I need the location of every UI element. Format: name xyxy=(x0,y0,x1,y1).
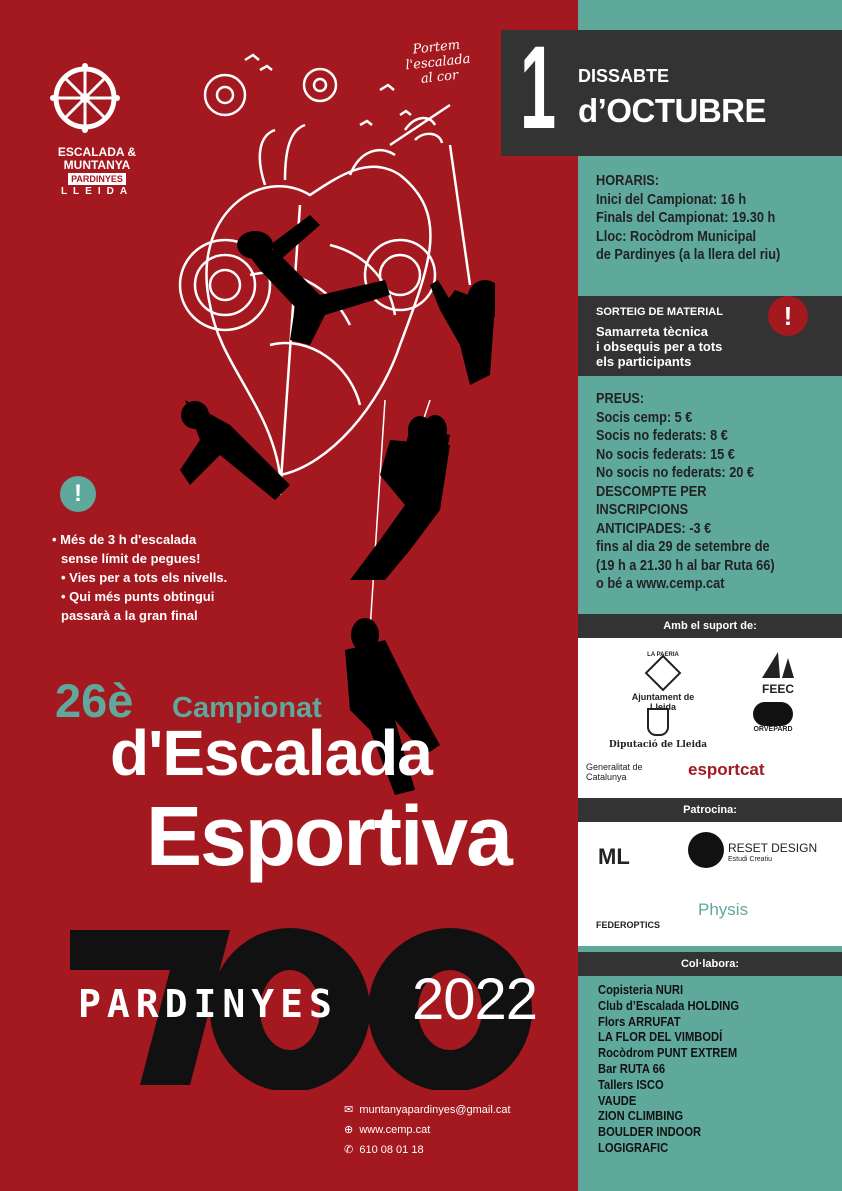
collab-item: Flors ARRUFAT xyxy=(598,1013,681,1029)
contact-email-row[interactable]: ✉ muntanyapardinyes@gmail.cat xyxy=(344,1104,511,1116)
esportcat-logo: esportcat xyxy=(688,760,765,779)
date-month: d’OCTUBRE xyxy=(578,92,766,129)
date-day: 1 xyxy=(520,22,557,154)
banner-word: PARDINYES xyxy=(78,982,338,1026)
feature-line: • Més de 3 h d'escalada xyxy=(52,532,197,547)
collab-item: BOULDER INDOOR xyxy=(598,1124,702,1140)
title-line2: d'Escalada xyxy=(110,717,432,789)
collab-item: ZION CLIMBING xyxy=(598,1108,684,1124)
raffle-title: SORTEIG DE MATERIAL xyxy=(596,306,723,318)
collab-list xyxy=(598,982,804,1156)
feature-alert-icon: ! xyxy=(60,476,96,512)
feec-logo: FEEC xyxy=(748,650,808,696)
feature-list xyxy=(52,530,282,625)
collab-item: VAUDE xyxy=(598,1092,637,1108)
mail-icon: ✉ xyxy=(344,1104,354,1116)
diputacio-logo: Diputació de Lleida xyxy=(598,708,718,750)
raffle-text: Samarreta tècnica i obsequis per a tots els participants xyxy=(596,324,723,369)
phone-icon: ✆ xyxy=(344,1144,354,1156)
club-logo-text: ESCALADA & MUNTANYA PARDINYES LLEIDA xyxy=(57,145,137,197)
feature-line: • Qui més punts obtingui xyxy=(61,589,215,604)
raffle-alert-icon: ! xyxy=(768,296,808,336)
slogan: Portem l'escalada al cor xyxy=(404,37,472,87)
collab-item: LOGIGRAFIC xyxy=(598,1139,669,1155)
ml-logo: ML xyxy=(598,844,630,869)
paeria-logo: LA PAERIA Ajuntament de Lleida xyxy=(631,652,695,712)
schedule-block: HORARIS: Inici del Campionat: 16 h Finals del Campionat: 19.30 h Lloc: Rocòdrom Municipal de Pardinyes (a la llera del riu) xyxy=(596,172,781,263)
title-word: Campionat xyxy=(172,692,322,724)
prices-block: PREUS: Socis cemp: 5 € Socis no federats: 8 € No socis federats: 15 € No socis no federats: 20 € DESCOMPTE PER INSCRIPCIONS ANTICIPADES: -3 € fins al dia 29 de setembre de (19 h a 21.30 h al bar Ruta 66) o bé a www.cemp.cat xyxy=(596,390,775,592)
banner-year: 2022 xyxy=(412,967,538,1032)
collab-item: LA FLOR DEL VIMBODÍ xyxy=(598,1029,723,1045)
contact-web-row[interactable]: ⊕ www.cemp.cat xyxy=(344,1124,431,1136)
date-weekday: DISSABTE xyxy=(578,66,670,86)
collab-item: Tallers ISCO xyxy=(598,1076,664,1092)
physis-logo: Physis xyxy=(698,900,749,919)
contact-block xyxy=(344,1100,574,1160)
feature-line: sense límit de pegues! xyxy=(61,551,201,566)
orvepard-logo: ORVEPARD xyxy=(738,702,808,733)
generalitat-logo: Generalitat de Catalunya xyxy=(586,762,643,782)
title-number: 26è xyxy=(55,674,134,727)
collab-item: Bar RUTA 66 xyxy=(598,1060,666,1076)
collab-item: Club d’Escalada HOLDING xyxy=(598,997,740,1013)
reset-design-text: RESET DESIGN Estudi Creatiu xyxy=(728,841,818,863)
support-label: Amb el suport de: xyxy=(578,614,842,638)
contact-phone-row[interactable]: ✆ 610 08 01 18 xyxy=(344,1144,424,1156)
globe-icon: ⊕ xyxy=(344,1124,354,1136)
title-line3: Esportiva xyxy=(146,789,511,883)
collab-item: Rocòdrom PUNT EXTREM xyxy=(598,1045,738,1061)
club-logo-wheel-icon xyxy=(50,58,120,138)
collab-label: Col·labora: xyxy=(578,952,842,976)
feature-line: passarà a la gran final xyxy=(61,608,198,623)
sponsor-label: Patrocina: xyxy=(578,798,842,822)
collab-item: Copisteria NURI xyxy=(598,982,684,997)
federoptics-logo: FEDEROPTICS xyxy=(596,920,661,930)
feature-line: • Vies per a tots els nivells. xyxy=(61,570,228,585)
support-logos-area xyxy=(578,638,842,798)
sponsor-logos-area xyxy=(578,822,842,946)
